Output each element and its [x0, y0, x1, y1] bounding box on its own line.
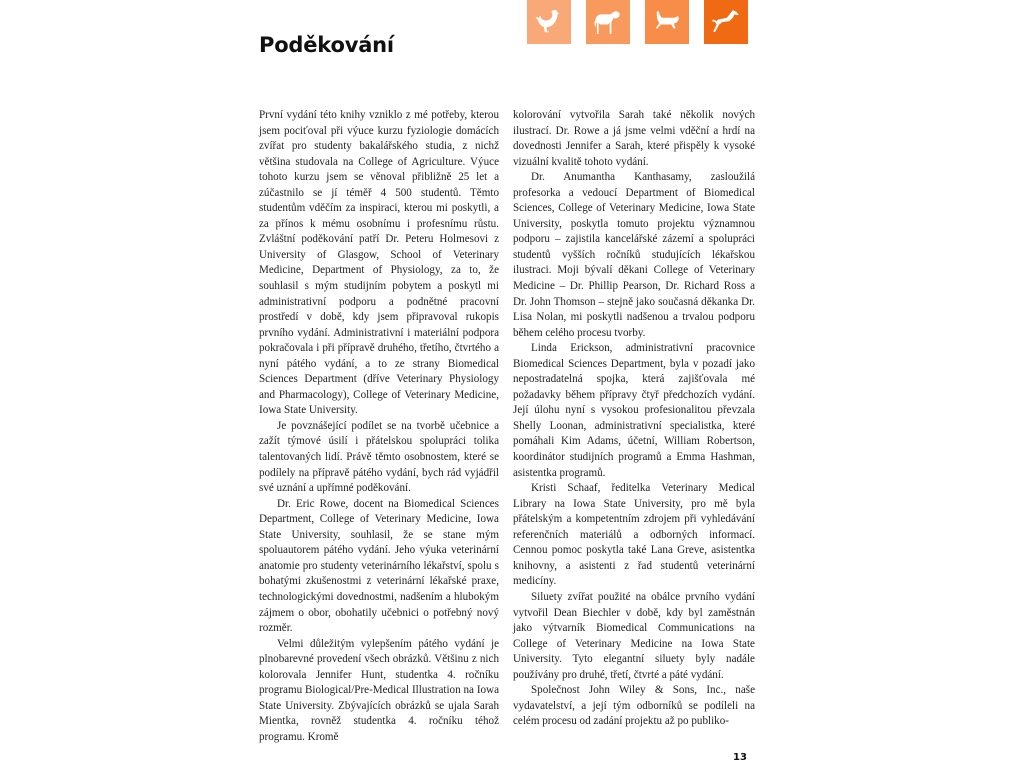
- paragraph: kolorování vytvořila Sarah také několik nových ilustrací. Dr. Rowe a já jsme velmi vděční a hrdí na dovednosti Jennifer a Sarah, které přispěly k vysoké vizuální kvalitě tohoto vydání.: [513, 109, 755, 168]
- paragraph: Kristi Schaaf, ředitelka Veterinary Medical Library na Iowa State University, pro mě byla přátelským a kompetentním zdrojem při vyhledávání referenčních materiálů a odborných informací. Cennou pomoc poskytla také Lana Greve, asistentka knihovny, a asistenti z řad studentů veterinární medicíny.: [513, 482, 755, 588]
- left-text-column: [259, 108, 499, 745]
- horse-icon: [586, 0, 630, 44]
- dog-icon: [704, 0, 748, 44]
- page-number: 13: [733, 752, 747, 763]
- paragraph: První vydání této knihy vzniklo z mé potřeby, kterou jsem pociťoval při výuce kurzu fyziologie domácích zvířat pro studenty bakalářského studia, z nichž většina studovala na College of Agriculture. Výuce tohoto kurzu jsem se věnoval přibližně 25 let a zúčastnilo se jí téměř 4 500 studentů. Těmto studentům vděčím za inspiraci, kterou mi poskytli, a za přínos k mému osobnímu i profesnímu růstu. Zvláštní poděkování patří Dr. Peteru Holmesovi z University of Glasgow, School of Veterinary Medicine, Department of Physiology, za to, že souhlasil s mým studijním pobytem a poskytl mi administrativní podporu a podnětné pracovní prostředí v době, kdy jsem připravoval rukopis prvního vydání. Administrativní i materiální podpora pokračovala i při přípravě druhého, třetího, čtvrtého a nyní pátého vydání, a to ze strany Biomedical Sciences Department (dříve Veterinary Physiology and Pharmacology), College of Veterinary Medicine, Iowa State University.: [259, 109, 499, 417]
- paragraph: Linda Erickson, administrativní pracovnice Biomedical Sciences Department, byla v pozadí jako nepostradatelná spojka, která zajišťovala mé požadavky během přípravy čtyř předchozích vydání. Její úlohu nyní s vysokou profesionalitou převzala Shelly Loonan, administrativní specialistka, které pomáhali Kim Adams, účetní, William Robertson, koordinátor studijních programů a Emma Hashman, asistentka programů.: [513, 342, 755, 479]
- paragraph: Je povznášející podílet se na tvorbě učebnice a zažít týmové úsilí i přátelskou spolupráci tolika talentovaných lidí. Právě těmto osobnostem, které se podílely na přípravě pátého vydání, bych rád vyjádřil své uznání a upřímné poděkování.: [259, 419, 499, 495]
- chicken-icon: [527, 0, 571, 44]
- paragraph: Dr. Eric Rowe, docent na Biomedical Sciences Department, College of Veterinary Medicine, Iowa State University, souhlasil, že se stane mým spoluautorem pátého vydání. Jeho výuka veterinární anatomie pro studenty veterinárního lékařství, spolu s bohatými zkušenostmi z veterinární lékařské praxe, technologickými dovednostmi, nadšením a hlubokým zájmem o obor, obohatily učebnici o potřebný nový rozměr.: [259, 497, 499, 635]
- right-text-column: [513, 108, 755, 730]
- paragraph: Dr. Anumantha Kanthasamy, zasloužilá profesorka a vedoucí Department of Biomedical Sciences, College of Veterinary Medicine, Iowa State University, poskytla tomuto projektu významnou podporu – zajistila kancelářské zázemí a spolupráci studentů vyšších ročníků studujících lékařskou ilustraci. Moji bývalí děkani College of Veterinary Medicine – Dr. Phillip Pearson, Dr. Richard Ross a Dr. John Thomson – stejně jako současná děkanka Dr. Lisa Nolan, mi poskytli nadšenou a trvalou podporu během celého procesu tvorby.: [513, 171, 755, 339]
- cat-icon: [645, 0, 689, 44]
- paragraph: Společnost John Wiley & Sons, Inc., naše vydavatelství, a její tým odborníků se podíleli na celém procesu od zadání projektu až po publiko-: [513, 684, 755, 728]
- page-title: Poděkování: [259, 33, 394, 58]
- paragraph: Siluety zvířat použité na obálce prvního vydání vytvořil Dean Biechler v době, kdy byl zaměstnán jako výtvarník Biomedical Communications na College of Veterinary Medicine na Iowa State University. Tyto elegantní siluety byly nadále používány pro druhé, třetí, čtvrté a páté vydání.: [513, 590, 755, 681]
- paragraph: Velmi důležitým vylepšením pátého vydání je plnobarevné provedení všech obrázků. Většinu z nich kolorovala Jennifer Hunt, studentka 4. ročníku programu Biological/Pre-Medical Illustration na Iowa State University. Zbývajících obrázků se ujala Sarah Mientka, rovněž studentka 4. ročníku téhož programu. Kromě: [259, 637, 499, 743]
